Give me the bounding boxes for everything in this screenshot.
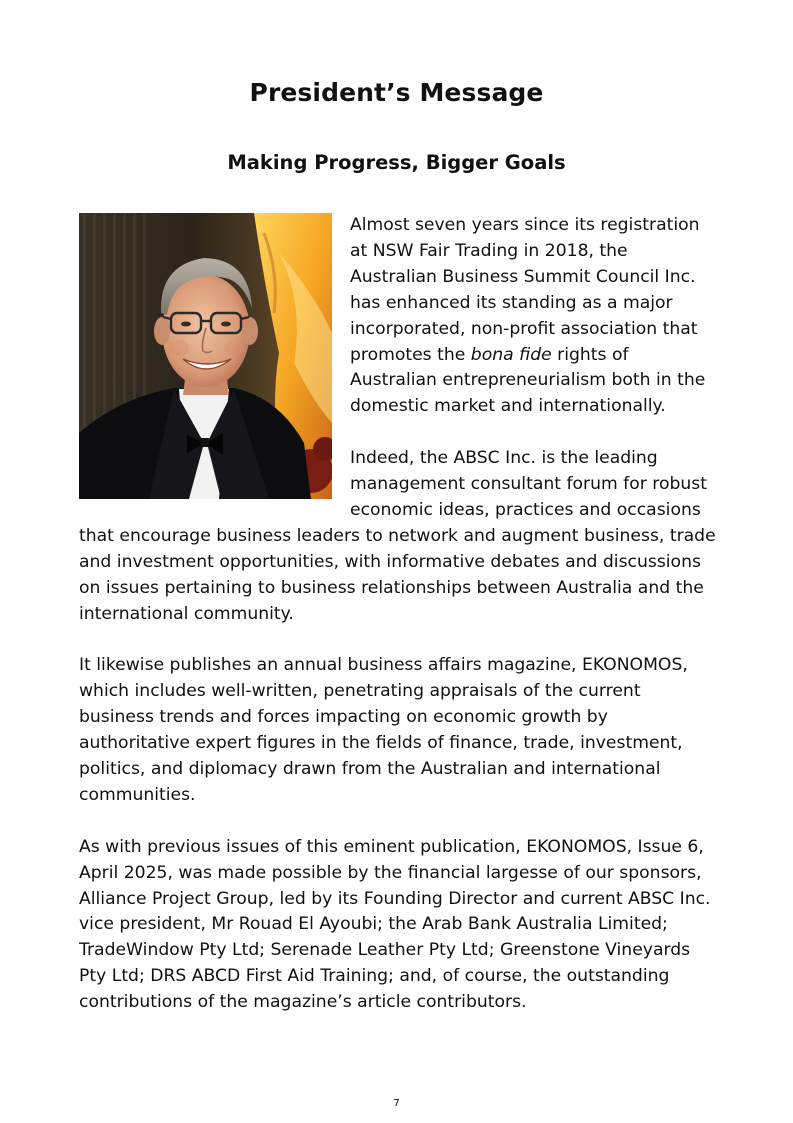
paragraph-4: As with previous issues of this eminent publication, EKONOMOS, Issue 6, April 2025, was made possible by the financial largesse of our sponsors, Alliance Project Group, led by its Founding Director and current ABSC Inc. vice president, Mr Rouad El Ayoubi; the Arab Bank Australia Limited; TradeWindow Pty Ltd; Serenade Leather Pty Ltd; Greenstone Vineyards Pty Ltd; DRS ABCD First Aid Training; and, of course, the outstanding contributions of the magazine’s article contributors.	[79, 836, 711, 1013]
president-portrait-photo	[79, 213, 332, 499]
paragraph-1-text-end: rights of Australian entrepreneurialism both in the domestic market and internationally.	[350, 344, 706, 417]
page-number: 7	[393, 1098, 400, 1109]
paragraph-2: Indeed, the ABSC Inc. is the leading management consultant forum for robust economic ideas, practices and occasions that encourage business leaders to network and augment business, trade and investment opportunities, with informative debates and discussions on issues pertaining to business relationships between Australia and the international community.	[79, 448, 716, 624]
page-title: President’s Message	[249, 78, 544, 107]
paragraph-1-text-start: Almost seven years since its registration at NSW Fair Trading in 2018, the Australian Business Summit Council Inc. has enhanced its standing as a major incorporated, non-profit association that promotes the	[350, 215, 700, 365]
paragraph-1-italic-phrase: bona fide	[470, 344, 552, 365]
article-body	[79, 213, 719, 1042]
page-subtitle: Making Progress, Bigger Goals	[227, 151, 566, 174]
paragraph-3: It likewise publishes an annual business affairs magazine, EKONOMOS, which includes well-written, penetrating appraisals of the current business trends and forces impacting on economic growth by authoritative expert figures in the fields of finance, trade, investment, politics, and diplomacy drawn from the Australian and international communities.	[79, 655, 688, 805]
